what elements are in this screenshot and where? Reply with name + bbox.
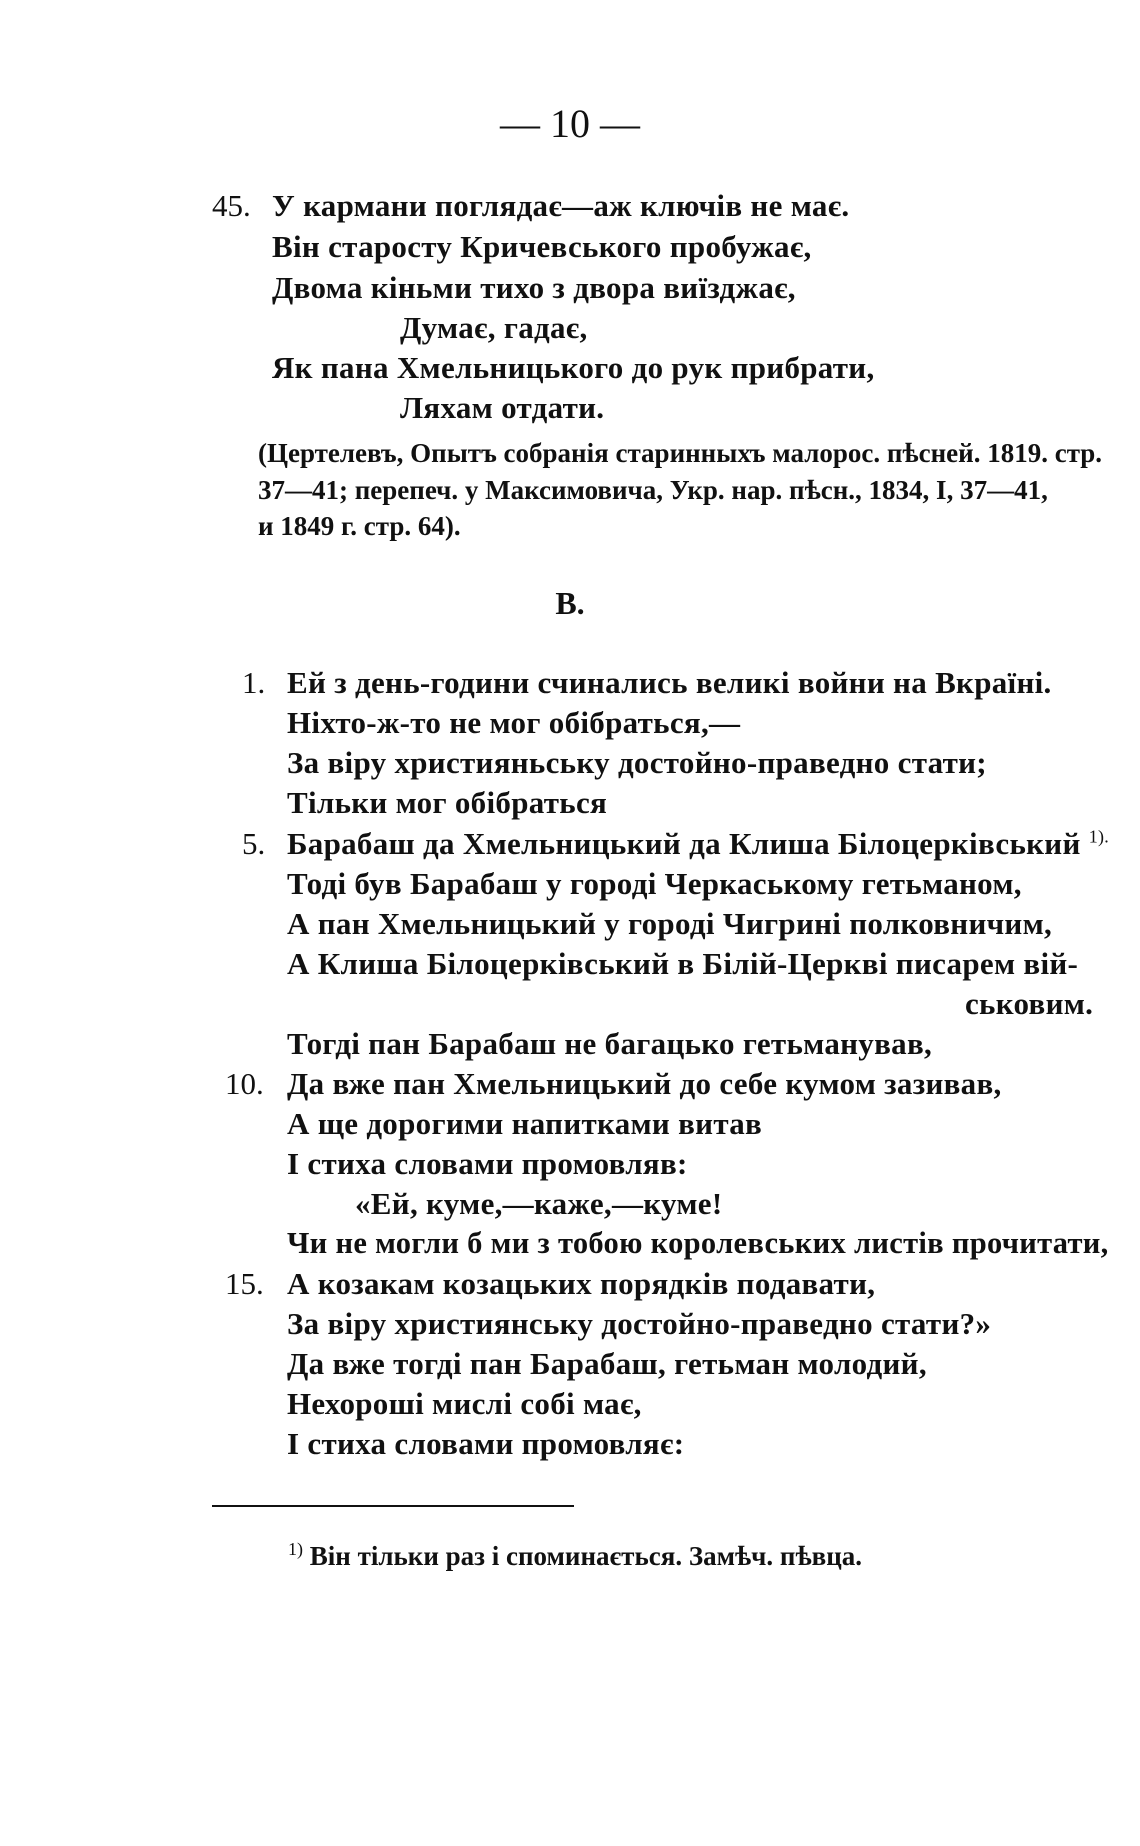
verse-number-1: 1. xyxy=(242,665,266,700)
verse-line xyxy=(287,826,1109,862)
verse-line: А пан Хмельницький у городі Чигрині полковничим, xyxy=(287,906,1053,941)
page-number: — 10 — xyxy=(500,101,640,146)
verse-line: Нехороші мислі собі має, xyxy=(287,1386,642,1421)
verse-line: Тільки мог обібраться xyxy=(287,785,608,820)
verse-line: За віру християнську достойно-праведно стати?» xyxy=(287,1306,992,1341)
verse-line: А козакам козацьких порядків подавати, xyxy=(287,1266,876,1301)
verse-line-text: Барабаш да Хмельницький да Клиша Білоцерківський xyxy=(287,826,1081,861)
verse-line: Тоді був Барабаш у городі Черкаському гетьманом, xyxy=(287,866,1022,901)
footnote-reference: 1). xyxy=(1088,826,1110,847)
verse-line: Тогді пан Барабаш не багацько гетьманував, xyxy=(287,1026,933,1061)
footnote-text: Він тільки раз і споминається. Замѣч. пѣвца. xyxy=(309,1541,863,1571)
citation-line: и 1849 г. стр. 64). xyxy=(258,511,461,541)
verse-line: Да вже тогді пан Барабаш, гетьман молодий, xyxy=(287,1346,927,1381)
verse-line: А Клиша Білоцерківський в Білій-Церкві писарем вій- xyxy=(287,946,1079,981)
verse-line: Чи не могли б ми з тобою королевських листів прочитати, xyxy=(287,1226,1109,1260)
verse-line: «Ей, куме,—каже,—куме! xyxy=(355,1186,723,1221)
verse-number-5: 5. xyxy=(242,826,266,861)
citation-line: 37—41; перепеч. у Максимовича, Укр. нар. пѣсн., 1834, І, 37—41, xyxy=(258,475,1048,505)
verse-line: І стиха словами промовляє: xyxy=(287,1426,685,1461)
verse-line: Думає, гадає, xyxy=(400,310,588,345)
verse-number-10: 10. xyxy=(225,1066,264,1101)
verse-line: Ніхто-ж-то не мог обібраться,— xyxy=(287,705,741,740)
verse-line-continuation: ськовим. xyxy=(965,986,1094,1021)
verse-line: За віру християньську достойно-праведно стати; xyxy=(287,745,987,780)
footnote-divider xyxy=(212,1505,574,1507)
verse-number-15: 15. xyxy=(225,1266,264,1301)
verse-line: І стиха словами промовляв: xyxy=(287,1146,688,1181)
footnote-marker: 1) xyxy=(288,1539,303,1559)
footnote xyxy=(288,1539,862,1572)
citation-line: (Цертелевъ, Опытъ собранія старинныхъ малорос. пѣсней. 1819. стр. xyxy=(258,438,1103,468)
verse-line: Да вже пан Хмельницький до себе кумом зазивав, xyxy=(287,1066,1002,1101)
verse-line: Ляхам отдати. xyxy=(400,390,605,425)
verse-line: А ще дорогими напитками витав xyxy=(287,1106,763,1141)
verse-line: Він старосту Кричевського пробужає, xyxy=(272,229,812,264)
section-heading: В. xyxy=(555,585,585,621)
verse-line: Як пана Хмельницького до рук прибрати, xyxy=(272,350,875,385)
verse-number-45: 45. xyxy=(212,188,251,223)
verse-line: Ей з день-години счинались великі войни на Вкраїні. xyxy=(287,665,1052,700)
verse-line: У кармани поглядає—аж ключів не має. xyxy=(272,188,850,223)
verse-line: Двома кіньми тихо з двора виїзджає, xyxy=(272,270,796,305)
